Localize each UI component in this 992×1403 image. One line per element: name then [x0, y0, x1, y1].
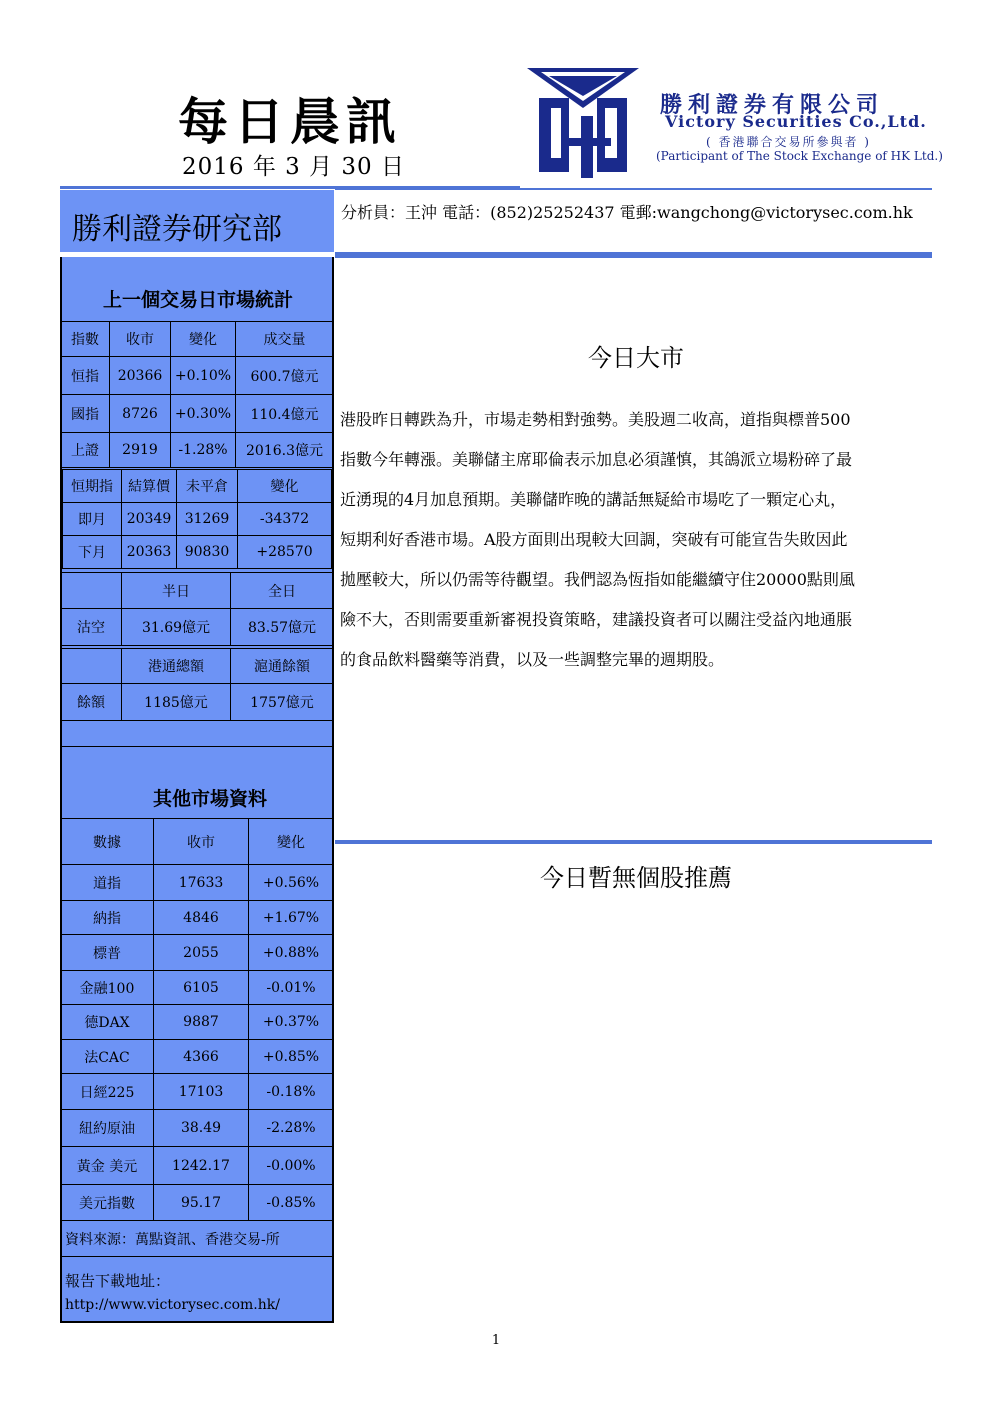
index-cell: +0.10% [171, 357, 236, 395]
index-cell: 國指 [61, 395, 110, 433]
other-cell: 17633 [154, 865, 249, 901]
other-cell: 日經225 [61, 1074, 154, 1110]
stock-pick-title: 今日暫無個股推薦 [540, 864, 732, 892]
other-cell: 法CAC [61, 1040, 154, 1074]
other-cell: 德DAX [61, 1005, 154, 1040]
analyst-rule [335, 252, 932, 258]
other-cell: 美元指數 [61, 1185, 154, 1221]
other-cell: 38.49 [154, 1110, 249, 1147]
table-row [63, 503, 332, 536]
short-sell-table [60, 572, 334, 646]
other-cell: +0.56% [249, 865, 334, 901]
short-header [61, 573, 122, 609]
short-cell: 沽空 [61, 609, 122, 646]
source-note: 資料來源：萬點資訊、香港交易-所 [61, 1221, 334, 1257]
table-row [61, 1005, 334, 1040]
connect-header: 港通總額 [122, 649, 231, 684]
short-cell: 83.57億元 [231, 609, 334, 646]
table-row [61, 1110, 334, 1147]
other-cell: -2.28% [249, 1110, 334, 1147]
index-cell: 上證 [61, 433, 110, 468]
header-rule-right [335, 188, 932, 190]
table-row [61, 1040, 334, 1074]
futures-cell: 下月 [63, 536, 122, 569]
table-row [61, 865, 334, 901]
commentary-line: 近湧現的4月加息預期。美聯儲昨晚的講話無疑給市場吃了一顆定心丸， [340, 490, 847, 509]
other-cell: 6105 [154, 971, 249, 1005]
index-header: 成交量 [236, 322, 334, 357]
futures-cell: 90830 [177, 536, 238, 569]
other-cell: 金融100 [61, 971, 154, 1005]
index-cell: 2016.3億元 [236, 433, 334, 468]
index-table [60, 321, 334, 468]
market-title: 今日大市 [588, 344, 684, 372]
connect-table [60, 648, 334, 721]
company-name-en: Victory Securities Co.,Ltd. [665, 112, 927, 131]
commentary-line: 的食品飲料醫藥等消費，以及一些調整完畢的週期股。 [340, 650, 725, 669]
futures-cell: 20349 [122, 503, 177, 536]
connect-cell: 餘額 [61, 684, 122, 721]
index-header: 收市 [110, 322, 171, 357]
short-header: 半日 [122, 573, 231, 609]
other-cell: 標普 [61, 935, 154, 971]
index-cell: 2919 [110, 433, 171, 468]
table-row [61, 609, 334, 646]
other-cell: -0.00% [249, 1147, 334, 1185]
table-row [61, 1221, 334, 1257]
dept-name: 勝利證券研究部 [72, 212, 282, 247]
index-cell: 20366 [110, 357, 171, 395]
commentary-line: 指數今年轉漲。美聯儲主席耶倫表示加息必須謹慎，其鴿派立場粉碎了最 [340, 450, 853, 469]
commentary-line: 短期利好香港市場。A股方面則出現較大回調，突破有可能宣告失敗因此 [340, 530, 848, 549]
table-row [61, 1147, 334, 1185]
table-row [61, 433, 334, 468]
index-header: 變化 [171, 322, 236, 357]
market-commentary [340, 400, 940, 680]
connect-header: 滬通餘額 [231, 649, 334, 684]
index-cell: 恒指 [61, 357, 110, 395]
other-cell: 1242.17 [154, 1147, 249, 1185]
table-row [61, 901, 334, 935]
table-row [63, 536, 332, 569]
other-cell: -0.18% [249, 1074, 334, 1110]
other-section-border [60, 746, 334, 747]
other-cell: 道指 [61, 865, 154, 901]
other-cell: 17103 [154, 1074, 249, 1110]
table-row [61, 1074, 334, 1110]
table-row [61, 935, 334, 971]
table-row [61, 971, 334, 1005]
futures-cell: +28570 [238, 536, 332, 569]
download-link[interactable]: http://www.victorysec.com.hk/ [65, 1297, 280, 1313]
futures-header: 變化 [238, 470, 332, 503]
index-cell: -1.28% [171, 433, 236, 468]
other-cell: 黃金 美元 [61, 1147, 154, 1185]
company-sub-cn: ( 香港聯合交易所參與者 ) [706, 135, 871, 149]
futures-table [62, 469, 332, 569]
other-cell: +0.85% [249, 1040, 334, 1074]
other-header: 收市 [154, 819, 249, 865]
commentary-line: 險不大，否則需要重新審視投資策略，建議投資者可以關注受益內地通脹 [340, 610, 853, 629]
other-cell: 2055 [154, 935, 249, 971]
analyst-info: 分析員：王沖 電話：(852)25252437 電郵:wangchong@victorysec.com.hk [341, 203, 913, 222]
logo-icon [527, 68, 639, 180]
table-row [61, 684, 334, 721]
futures-cell: -34372 [238, 503, 332, 536]
short-header: 全日 [231, 573, 334, 609]
dept-box [60, 190, 334, 252]
other-cell: -0.01% [249, 971, 334, 1005]
company-sub-en: (Participant of The Stock Exchange of HK Ltd.) [656, 149, 943, 163]
other-header: 數據 [61, 819, 154, 865]
index-header: 指數 [61, 322, 110, 357]
connect-header [61, 649, 122, 684]
connect-cell: 1185億元 [122, 684, 231, 721]
market-stats-title: 上一個交易日市場統計 [102, 289, 293, 311]
report-date: 2016 年 3 月 30 日 [182, 154, 405, 180]
futures-cell: 即月 [63, 503, 122, 536]
futures-header: 結算價 [122, 470, 177, 503]
download-label: 報告下載地址： [65, 1272, 171, 1290]
other-cell: 納指 [61, 901, 154, 935]
other-header: 變化 [249, 819, 334, 865]
other-cell: +1.67% [249, 901, 334, 935]
other-market-title: 其他市場資料 [152, 788, 267, 810]
table-row [61, 357, 334, 395]
other-cell: 95.17 [154, 1185, 249, 1221]
company-name-cn: 勝利證券有限公司 [660, 92, 885, 118]
futures-cell: 20363 [122, 536, 177, 569]
index-cell: 110.4億元 [236, 395, 334, 433]
table-row [61, 1185, 334, 1221]
section-rule [335, 840, 932, 844]
short-cell: 31.69億元 [122, 609, 231, 646]
page-number: 1 [491, 1333, 501, 1348]
other-cell: 4366 [154, 1040, 249, 1074]
other-cell: 9887 [154, 1005, 249, 1040]
report-title: 每日晨訊 [178, 93, 402, 151]
commentary-line: 拋壓較大，所以仍需等待觀望。我們認為恆指如能繼續守住20000點則風 [340, 570, 855, 589]
commentary-line: 港股昨日轉跌為升，市場走勢相對強勢。美股週二收高，道指與標普500 [340, 410, 851, 429]
index-cell: 8726 [110, 395, 171, 433]
futures-header: 恒期指 [63, 470, 122, 503]
company-logo [527, 68, 639, 180]
index-cell: +0.30% [171, 395, 236, 433]
index-cell: 600.7億元 [236, 357, 334, 395]
futures-cell: 31269 [177, 503, 238, 536]
connect-cell: 1757億元 [231, 684, 334, 721]
other-cell: -0.85% [249, 1185, 334, 1221]
other-cell: 4846 [154, 901, 249, 935]
other-cell: 紐約原油 [61, 1110, 154, 1147]
other-cell: +0.88% [249, 935, 334, 971]
other-cell: +0.37% [249, 1005, 334, 1040]
table-row [61, 395, 334, 433]
futures-header: 未平倉 [177, 470, 238, 503]
other-market-table [60, 818, 334, 1257]
